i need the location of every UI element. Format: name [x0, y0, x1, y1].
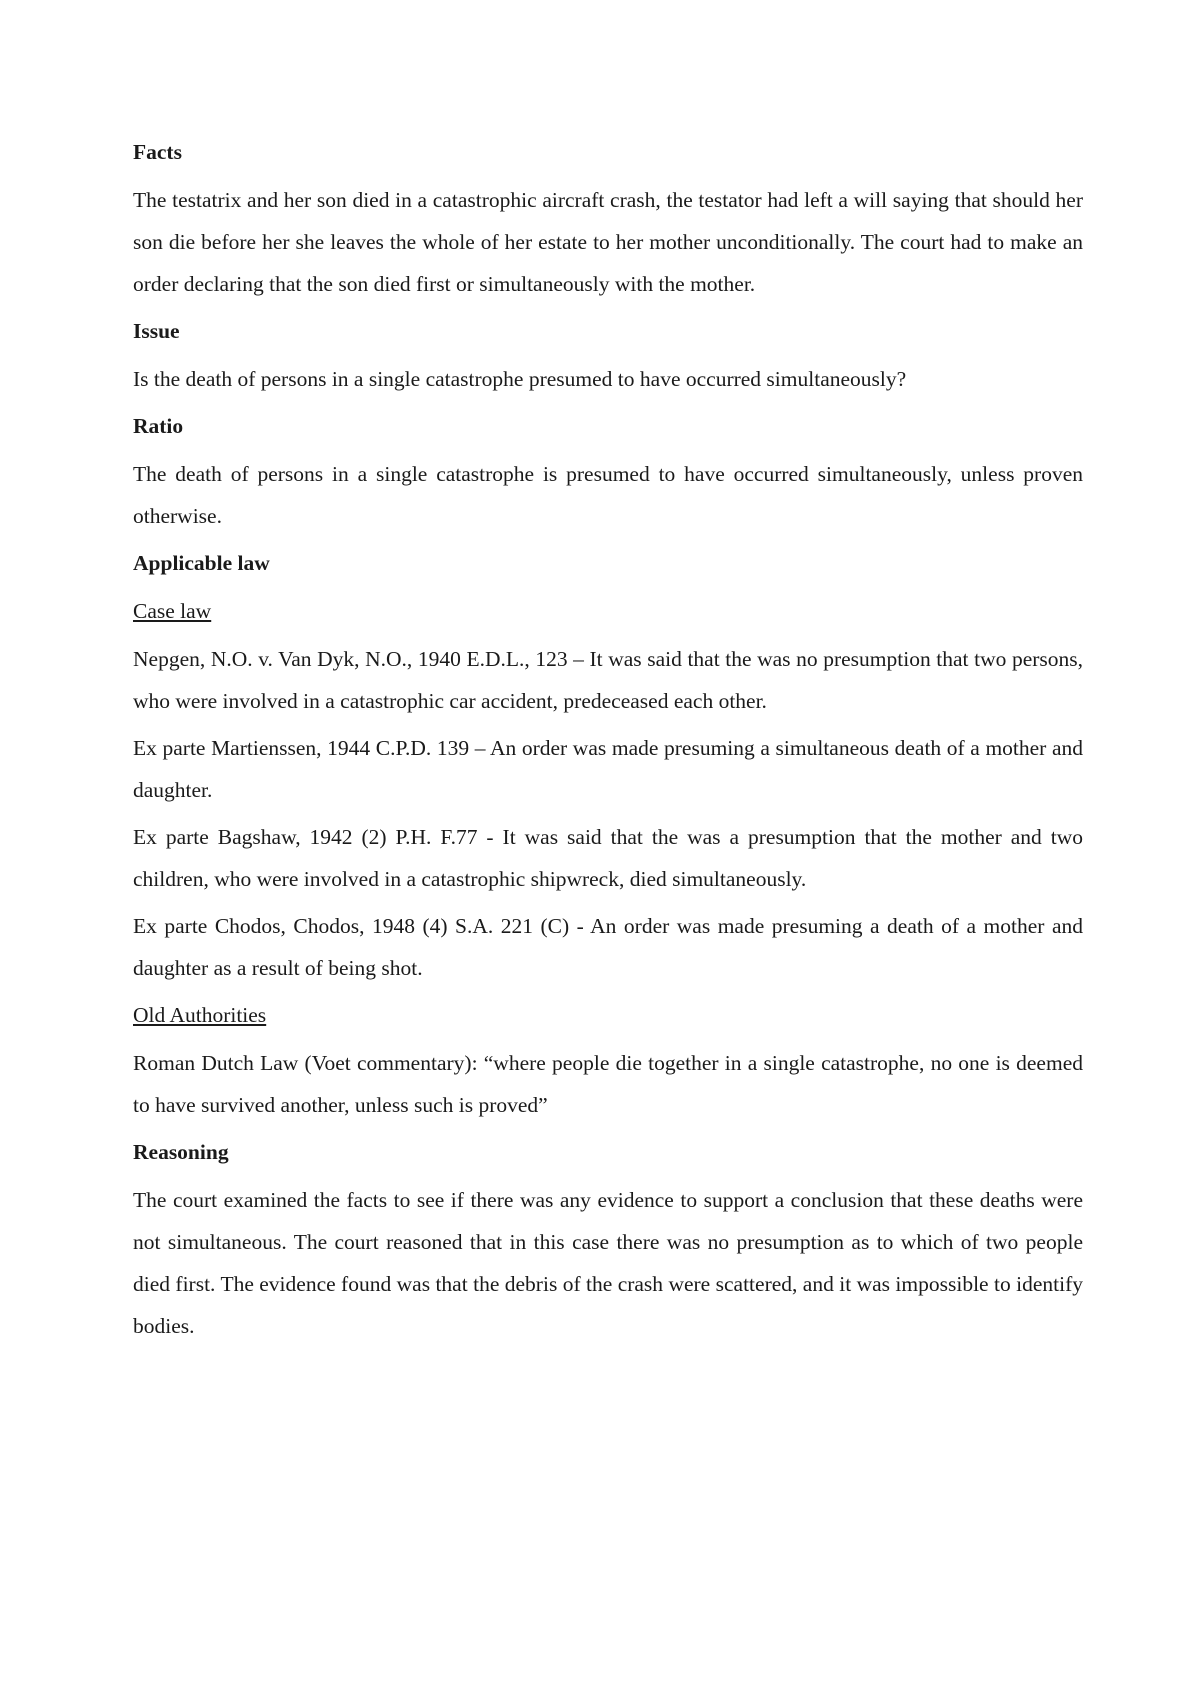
facts-paragraph: The testatrix and her son died in a catastrophic aircraft crash, the testator had left a will saying that should her son die before her she leaves the whole of her estate to her mother unconditionally. The court had to make an order declaring that the son died first or simultaneously with the mother.	[133, 188, 1083, 296]
issue-heading: Issue	[133, 319, 180, 343]
old-authorities-paragraph: Roman Dutch Law (Voet commentary): “where people die together in a single catastrophe, no one is deemed to have survived another, unless such is proved”	[133, 1051, 1083, 1117]
case-bagshaw: Ex parte Bagshaw, 1942 (2) P.H. F.77 - It was said that the was a presumption that the mother and two children, who were involved in a catastrophic shipwreck, died simultaneously.	[133, 825, 1083, 891]
ratio-paragraph: The death of persons in a single catastrophe is presumed to have occurred simultaneously, unless proven otherwise.	[133, 462, 1083, 528]
issue-paragraph: Is the death of persons in a single catastrophe presumed to have occurred simultaneously?	[133, 367, 907, 391]
old-authorities-subheading: Old Authorities	[133, 1003, 267, 1027]
case-martienssen: Ex parte Martienssen, 1944 C.P.D. 139 – An order was made presuming a simultaneous death of a mother and daughter.	[133, 736, 1083, 802]
applicable-law-heading: Applicable law	[133, 551, 270, 575]
ratio-heading: Ratio	[133, 414, 184, 438]
case-nepgen: Nepgen, N.O. v. Van Dyk, N.O., 1940 E.D.L., 123 – It was said that the was no presumption that two persons, who were involved in a catastrophic car accident, predeceased each other.	[133, 647, 1083, 713]
case-law-subheading: Case law	[133, 599, 212, 623]
facts-heading: Facts	[133, 140, 182, 164]
reasoning-heading: Reasoning	[133, 1140, 229, 1164]
reasoning-paragraph: The court examined the facts to see if there was any evidence to support a conclusion that these deaths were not simultaneous. The court reasoned that in this case there was no presumption as to which of two people died first. The evidence found was that the debris of the crash were scattered, and it was impossible to identify bodies.	[133, 1188, 1083, 1338]
document-body	[133, 137, 1083, 1358]
case-chodos: Ex parte Chodos, Chodos, 1948 (4) S.A. 221 (C) - An order was made presuming a death of a mother and daughter as a result of being shot.	[133, 914, 1083, 980]
